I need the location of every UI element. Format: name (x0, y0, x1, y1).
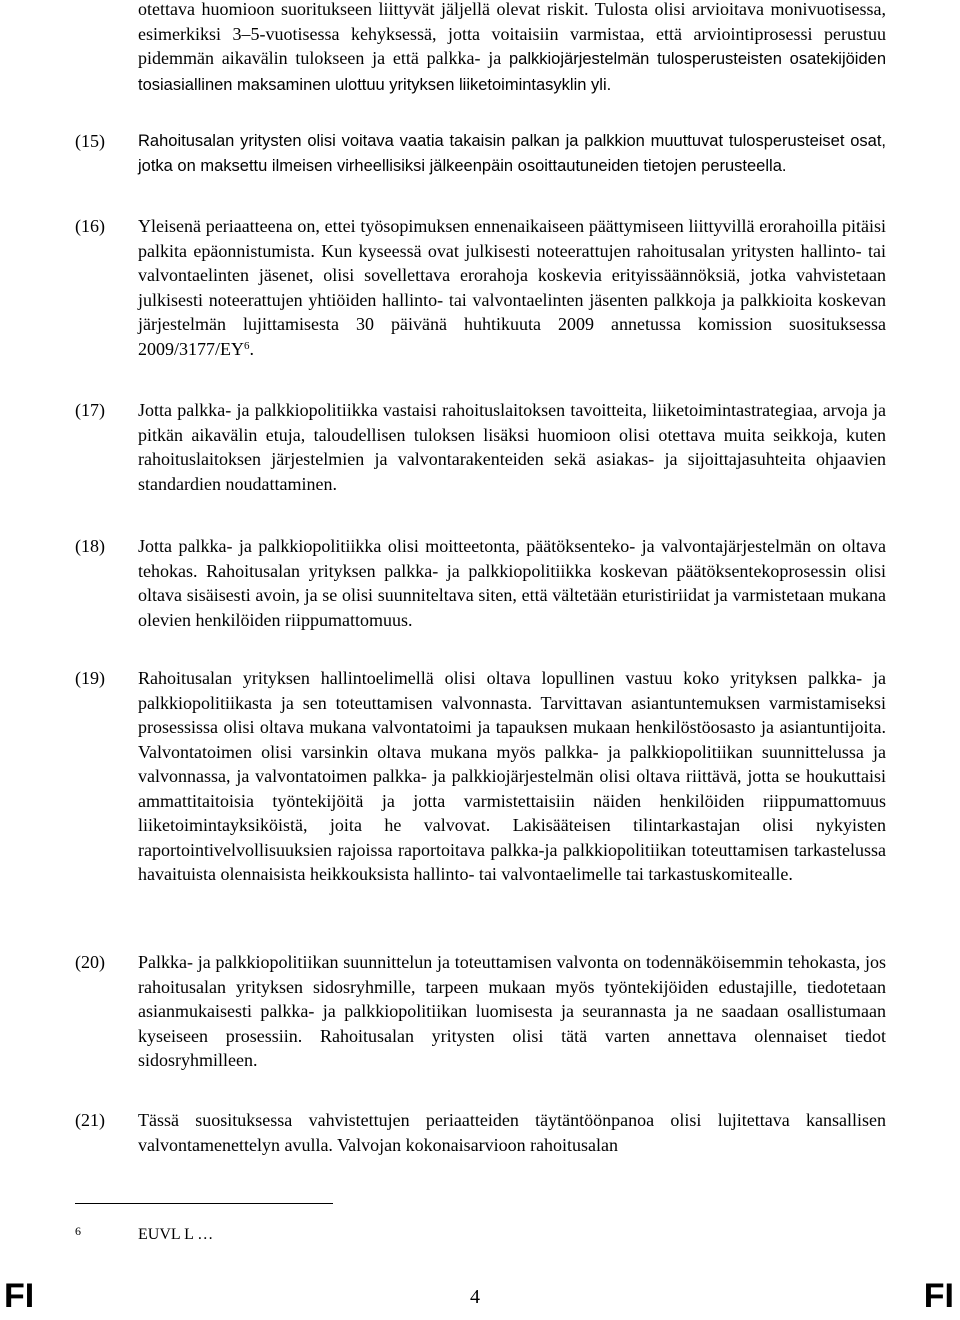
footnote-divider (75, 1203, 333, 1204)
recital-text (138, 214, 886, 361)
footer-language-right: FI (923, 1277, 954, 1315)
recital-text: Palkka- ja palkkiopolitiikan suunnittelun ja toteuttamisen valvonta on todennäköisemmin tehokasta, jos rahoitusalan yrityksen sidosryhmille, tarpeen mukaan myös työntekijöiden edustajille, tiedotetaan asianmukaisesti palkka- ja palkkiopolitiikan luomisesta ja seurannasta ja ne saadaan osallistumaan kyseiseen prosessiin. Rahoitusalan yritysten olisi tätä varten annettava olennaiset tiedot sidosryhmilleen. (138, 952, 886, 1070)
recital-text-a: Jotta palkka- ja palkkiopolitiikka olisi moitteetonta, päätöksenteko- ja valvontajärjestelmän on oltava tehokas. (138, 536, 886, 581)
recital-text-b: Rahoitusalan yrityksen palkka- ja palkkiopolitiikka koskevan päätöksentekoprosessin olisi oltava sisäisesti avoin, ja se olisi suunniteltava siten, että vältetään eturistiriidat ja varmistetaan mukana olevien henkilöiden riippumattomuus. (138, 560, 887, 630)
recital-text (138, 534, 886, 632)
intro-text-a: otettava huomioon suoritukseen liittyvät jäljellä olevat riskit. (138, 0, 589, 19)
recital-text: Rahoitusalan yritysten olisi voitava vaatia takaisin palkan ja palkkion muuttuvat tulosperusteiset osat, jotka on maksettu ilmeisen virheellisiksi jälkeenpäin osoittautuneiden tietojen perusteella. (138, 132, 886, 175)
recital-17 (75, 398, 886, 496)
recital-21 (75, 1108, 886, 1157)
recital-number: (17) (75, 400, 105, 420)
footer-language-left: FI (4, 1277, 35, 1315)
footnote-reference[interactable]: 6 (244, 339, 250, 352)
recital-text: Tässä suosituksessa vahvistettujen periaatteiden täytäntöönpanoa olisi lujitettava kansallisen valvontamenettelyn avulla. Valvojan kokonaisarvioon rahoitusalan (138, 1110, 886, 1155)
recital-number: (20) (75, 952, 105, 972)
page-number: 4 (470, 1286, 480, 1308)
recital-text-b: Kun kyseessä ovat julkisesti noteerattujen rahoitusalan yritysten hallinto- tai valvontaelinten jäsenet, olisi sovellettava erorahoja koskevia erityissäännöksiä, jotka vahvistetaan julkisesti noteerattujen yhtiöiden hallinto- tai valvontaelinten jäsenten palkkoja ja palkkioita koskevan järjestelmän lujittamisesta 30 päivänä huhtikuuta 2009 annetussa komission suosituksessa 2009/3177/EY (138, 240, 887, 359)
recital-text-a: Yleisenä periaatteena on, ettei työsopimuksen ennenaikaiseen päättymiseen liittyvillä erorahoilla pitäisi palkita epäonnistumista. (138, 216, 886, 261)
intro-paragraph (138, 0, 886, 97)
recital-16 (75, 214, 886, 361)
recital-number: (18) (75, 536, 105, 556)
recital-text-c: . (249, 338, 254, 359)
recital-19 (75, 666, 886, 887)
footnote-text: EUVL L … (138, 1226, 214, 1243)
recital-text: Jotta palkka- ja palkkiopolitiikka vastaisi rahoituslaitoksen tavoitteita, liiketoimintastrategiaa, arvoja ja pitkän aikavälin etuja, taloudellisen tuloksen lisäksi huomioon olisi otettava muita seikkoja, kuten rahoituslaitoksen järjestelmien ja valvontarakenteiden sekä asiakas- ja sijoittajasuhteita ohjaavien standardien noudattaminen. (138, 400, 886, 494)
recital-number: (19) (75, 668, 105, 688)
recital-number: (21) (75, 1110, 105, 1130)
intro-text-c: palkkiojärjestelmän tulosperusteisten osatekijöiden tosiasiallinen maksaminen ulottuu yrityksen liiketoimintasyklin yli. (138, 50, 887, 94)
recital-number: (16) (75, 216, 105, 236)
footnote-mark: 6 (75, 1224, 81, 1238)
intro-text-b: Tulosta olisi arvioitava monivuotisessa, esimerkiksi 3–5-vuotisessa kehyksessä, jotta voitaisiin varmistaa, että arviointiprosessi perustuu pidemmän aikavälin tulokseen ja että palkka- ja (138, 0, 886, 68)
recital-20 (75, 950, 886, 1073)
recital-15 (75, 129, 886, 178)
recital-text: Rahoitusalan yrityksen hallintoelimellä olisi oltava lopullinen vastuu koko yrityksen palkka- ja palkkiopolitiikasta ja sen toteuttamisen valvonnasta. Tarvittavan asiantuntemuksen varmistamiseksi prosessissa olisi oltava mukana valvontatoimi ja tapauksen mukaan henkilöstöosasto ja asiantuntijoita. Valvontatoimen olisi varsinkin oltava mukana myös palkka- ja palkkiopolitiikan suunnittelussa ja valvonnassa, ja valvontatoimen palkka- ja palkkiojärjestelmän olisi oltava riittävä, jotta se houkuttaisi ammattitaitoisia työntekijöitä ja jotta varmistettaisiin näiden henkilöiden riippumattomuus liiketoimintayksiköistä, joita he valvovat. Lakisääteisen tilintarkastajan olisi nykyisten raportointivelvollisuuksien rajoissa raportoitava palkka-ja palkkiopolitiikan toteuttamisen tarkastelussa havaituista olennaisista heikkouksista hallinto- tai valvontaelimelle tai tarkastuskomitealle. (138, 668, 886, 884)
recital-number: (15) (75, 131, 105, 151)
recital-18 (75, 534, 886, 632)
